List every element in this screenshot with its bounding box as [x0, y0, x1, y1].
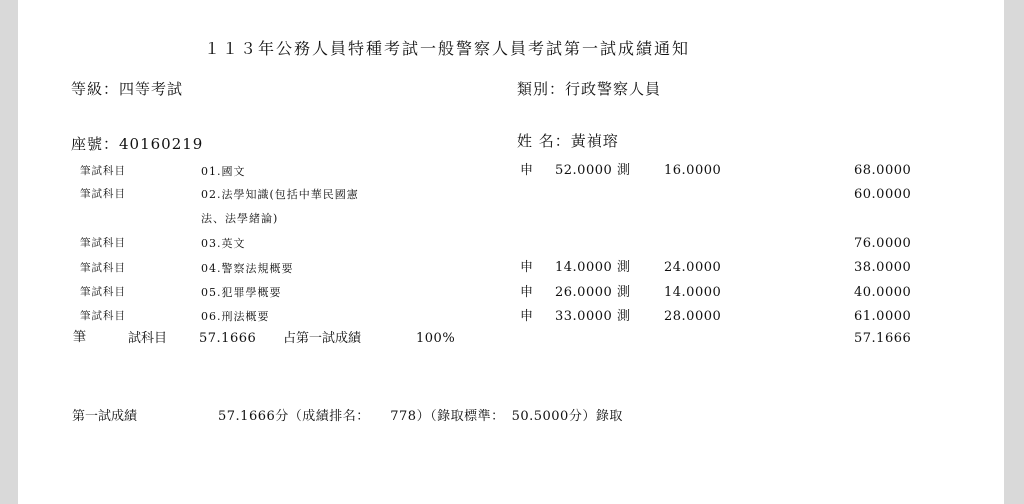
subject-name: 02.法學知識(包括中華民國憲	[201, 188, 359, 201]
subject-ce-mark: 測	[617, 260, 631, 275]
subject-shen-score: 26.0000	[555, 285, 613, 300]
subject-total: 76.0000	[854, 236, 912, 251]
summary-total: 57.1666	[854, 331, 912, 346]
subject-shen-mark: 申	[520, 309, 534, 324]
subject-shen-mark: 申	[520, 285, 534, 300]
subject-tag: 筆試科目	[80, 188, 126, 200]
subject-tag: 筆試科目	[80, 237, 126, 249]
seat-number-label: 座號：40160219	[71, 135, 204, 153]
subject-total: 40.0000	[854, 285, 912, 300]
subject-ce-score: 24.0000	[664, 260, 722, 275]
category-label: 類別：行政警察人員	[517, 80, 662, 98]
summary-description: 占第一試成績	[283, 331, 362, 346]
subject-total: 61.0000	[854, 309, 912, 324]
subject-ce-mark: 測	[617, 163, 631, 178]
subject-tag: 筆試科目	[80, 262, 126, 274]
document-title: １１３年公務人員特種考試一般警察人員考試第一試成績通知	[204, 39, 691, 58]
grade-label: 等級：四等考試	[71, 80, 184, 98]
subject-name: 06.刑法概要	[201, 310, 270, 323]
subject-ce-mark: 測	[617, 285, 631, 300]
subject-shen-mark: 申	[520, 260, 534, 275]
subject-name: 01.國文	[201, 165, 246, 178]
subject-name: 03.英文	[201, 237, 246, 250]
result-text: 57.1666分（成績排名： 778）（錄取標準： 50.5000分）錄取	[218, 409, 623, 424]
subject-ce-score: 28.0000	[664, 309, 722, 324]
subject-ce-score: 14.0000	[664, 285, 722, 300]
subject-tag: 筆試科目	[80, 286, 126, 298]
summary-percent: 100%	[416, 331, 456, 346]
score-notice-page	[18, 0, 1004, 504]
subject-tag: 筆試科目	[80, 165, 126, 177]
subject-tag: 筆試科目	[80, 310, 126, 322]
subject-shen-score: 14.0000	[555, 260, 613, 275]
summary-label: 試科目	[128, 331, 168, 346]
subject-total: 68.0000	[854, 163, 912, 178]
subject-shen-score: 33.0000	[555, 309, 613, 324]
subject-ce-mark: 測	[617, 309, 631, 324]
subject-name-continued: 法、法學緒論)	[201, 212, 279, 225]
subject-shen-mark: 申	[520, 163, 534, 178]
summary-label-prefix: 筆	[73, 330, 87, 345]
examinee-name-label: 姓 名：黃禎瑢	[517, 132, 619, 150]
subject-shen-score: 52.0000	[555, 163, 613, 178]
subject-total: 60.0000	[854, 187, 912, 202]
result-label: 第一試成績	[72, 409, 138, 424]
subject-name: 05.犯罪學概要	[201, 286, 282, 299]
subject-name: 04.警察法規概要	[201, 262, 294, 275]
subject-ce-score: 16.0000	[664, 163, 722, 178]
summary-score: 57.1666	[199, 331, 257, 346]
subject-total: 38.0000	[854, 260, 912, 275]
